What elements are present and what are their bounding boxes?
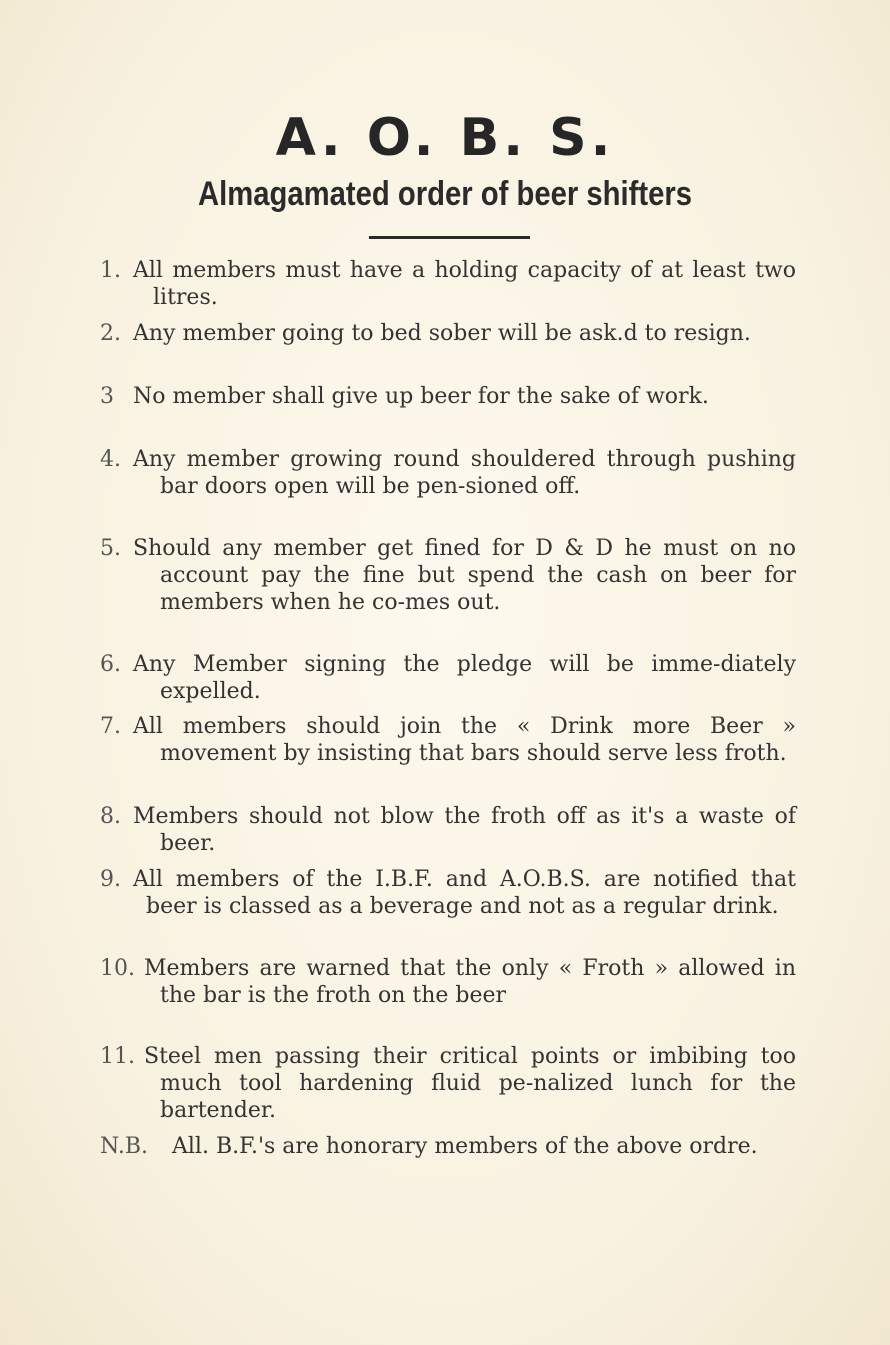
rule-text: Members should not blow the froth off as it's a waste of beer. [133,804,796,856]
rule-number: 2. [100,321,121,346]
rule-text: No member shall give up beer for the sake of work. [133,384,709,409]
rule-item [100,257,796,311]
page-title: A. O. B. S. [275,108,615,168]
rule-number: 10. [100,956,135,981]
rule-item [100,383,796,410]
rule-number: 11. [100,1044,135,1069]
rule-text: Members are warned that the only « Froth » allowed in the bar is the froth on the beer [144,956,796,1008]
rule-number: 3 [100,384,114,409]
rule-text: All members must have a holding capacity of at least two litres. [133,258,796,310]
rule-item [100,446,796,500]
rule-text: Any member going to bed sober will be ask.d to resign. [133,321,751,346]
rule-item [100,866,796,920]
rule-text: All members of the I.B.F. and A.O.B.S. are notified that beer is classed as a beverage and not as a regular drink. [133,867,796,919]
rule-text: Any member growing round shouldered through pushing bar doors open will be pen-sioned off. [133,447,796,499]
rule-item [100,713,796,767]
rule-text: Should any member get fined for D & D he must on no account pay the fine but spend the cash on beer for members when he co-mes out. [133,536,796,615]
rule-text: Steel men passing their critical points or imbibing too much tool hardening fluid pe-nalized lunch for the bartender. [144,1044,796,1123]
rule-item [100,651,796,705]
rule-number: 4. [100,447,121,472]
rule-item [100,1133,796,1160]
rule-number: 5. [100,536,121,561]
rule-text: All. B.F.'s are honorary members of the above ordre. [172,1134,758,1159]
page-subtitle: Almagamated order of beer shifters [198,175,692,213]
rule-item [100,955,796,1009]
rule-text: All members should join the « Drink more Beer » movement by insisting that bars should serve less froth. [133,714,796,766]
rule-number: 8. [100,804,121,829]
rule-text: Any Member signing the pledge will be imme-diately expelled. [133,652,796,704]
rule-number: 1. [100,258,121,283]
rule-item [100,320,796,347]
rule-number: 6. [100,652,121,677]
rule-item [100,803,796,857]
rule-number: 9. [100,867,121,892]
rule-number: 7. [100,714,121,739]
rule-number: N.B. [100,1134,148,1159]
rule-item [100,535,796,616]
rule-item [100,1043,796,1124]
